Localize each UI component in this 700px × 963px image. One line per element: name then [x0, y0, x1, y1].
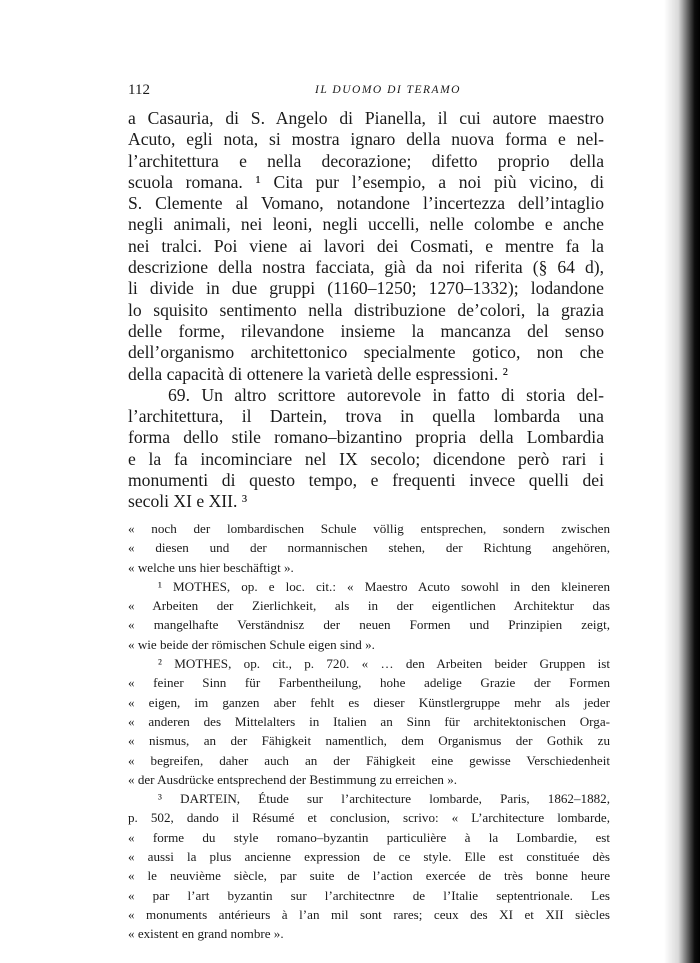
footnote-line: p. 502, dando il Résumé et conclusion, scrivo: « L’architecture lombarde, — [128, 810, 610, 826]
body-line: e la fa incominciare nel IX secolo; dicendone però rari i — [128, 448, 604, 469]
body-line: monumenti di questo tempo, e frequenti invece quelli dei — [128, 470, 604, 491]
body-line: secoli XI e XII. ³ — [128, 491, 248, 512]
footnote-line: « noch der lombardischen Schule völlig entsprechen, sondern zwischen — [128, 521, 610, 536]
footnote-line: ¹ MOTHES, op. e loc. cit.: « Maestro Acuto sowohl in den kleineren — [158, 578, 610, 594]
footnote-line: « Arbeiten der Zierlichkeit, als in der eigentlichen Architektur das — [128, 598, 610, 614]
body-line: negli animali, nei leoni, negli uccelli, nelle colombe e anche — [128, 214, 604, 235]
footnote-line: « anderen des Mittelalters in Italien an Sinn für architektonischen Orga- — [128, 713, 610, 729]
body-line: della capacità di ottenere la varietà delle espressioni. ² — [128, 363, 508, 384]
footnote-line: ³ DARTEIN, Étude sur l’architecture lombarde, Paris, 1862–1882, — [158, 791, 610, 807]
footnote-line: « feiner Sinn für Farbentheilung, hohe adelige Grazie der Formen — [128, 675, 610, 691]
footnote-line: « welche uns hier beschäftigt ». — [128, 559, 294, 575]
page-header — [128, 82, 608, 102]
footnote-line: « aussi la plus ancienne expression de ce style. Elle est constituée dès — [128, 849, 610, 865]
footnote-line: « diesen und der normannischen stehen, der Richtung angehören, — [128, 540, 610, 556]
footnote-line: « existent en grand nombre ». — [128, 926, 284, 942]
body-line: li divide in due gruppi (1160–1250; 1270–1332); lodandone — [128, 278, 604, 299]
main-text — [128, 108, 604, 513]
body-line: 69. Un altro scrittore autorevole in fatto di storia del- — [168, 384, 604, 405]
footnotes — [128, 519, 610, 944]
footnote-line: « par l’art byzantin sur l’architectnre de l’Italie septentrionale. Les — [128, 887, 610, 903]
body-line: dell’organismo architettonico specialmente gotico, non che — [128, 342, 604, 363]
body-line: delle forme, rilevandone insieme la mancanza del senso — [128, 320, 604, 341]
body-line: forma dello stile romano–bizantino propria della Lombardia — [128, 427, 604, 448]
body-line: l’architettura e nella decorazione; difetto proprio della — [128, 150, 604, 171]
footnote-line: « forme du style romano–byzantin particulière à la Lombardie, est — [128, 829, 610, 845]
body-line: Acuto, egli nota, si mostra ignaro della nuova forma e nel- — [128, 129, 604, 150]
body-line: nei tralci. Poi viene ai lavori dei Cosmati, e mentre fa la — [128, 235, 604, 256]
footnote-line: « le neuvième siècle, par suite de l’action exercée de très bonne heure — [128, 868, 610, 884]
body-line: scuola romana. ¹ Cita pur l’esempio, a noi più vicino, di — [128, 171, 604, 192]
page-edge-shadow — [664, 0, 700, 963]
footnote-line: « nismus, an der Fähigkeit namentlich, dem Organismus der Gothik zu — [128, 733, 610, 749]
running-title: IL DUOMO DI TERAMO — [315, 84, 461, 96]
page-number: 112 — [128, 82, 150, 98]
body-line: l’architettura, il Dartein, trova in quella lombarda una — [128, 406, 604, 427]
body-line: a Casauria, di S. Angelo di Pianella, il cui autore maestro — [128, 108, 604, 128]
body-line: descrizione della nostra facciata, già da noi riferita (§ 64 d), — [128, 257, 604, 278]
footnote-line: ² MOTHES, op. cit., p. 720. « … den Arbeiten beider Gruppen ist — [158, 656, 610, 672]
footnote-line: « wie beide der römischen Schule eigen sind ». — [128, 636, 375, 652]
footnote-line: « begreifen, daher auch an der Fähigkeit eine gewisse Verschiedenheit — [128, 752, 610, 768]
footnote-line: « der Ausdrücke entsprechend der Bestimmung zu erreichen ». — [128, 771, 458, 787]
footnote-line: « monuments antérieurs à l’an mil sont rares; ceux des XI et XII siècles — [128, 906, 610, 922]
body-line: lo squisito sentimento nella distribuzione de’colori, la grazia — [128, 299, 604, 320]
body-line: S. Clemente al Vomano, notandone l’incertezza dell’intaglio — [128, 193, 604, 214]
footnote-line: « mangelhafte Verständnisz der neuen Formen und Prinzipien zeigt, — [128, 617, 610, 633]
footnote-line: « eigen, im ganzen aber fehlt es dieser Künstlergruppe mehr als jeder — [128, 694, 610, 710]
